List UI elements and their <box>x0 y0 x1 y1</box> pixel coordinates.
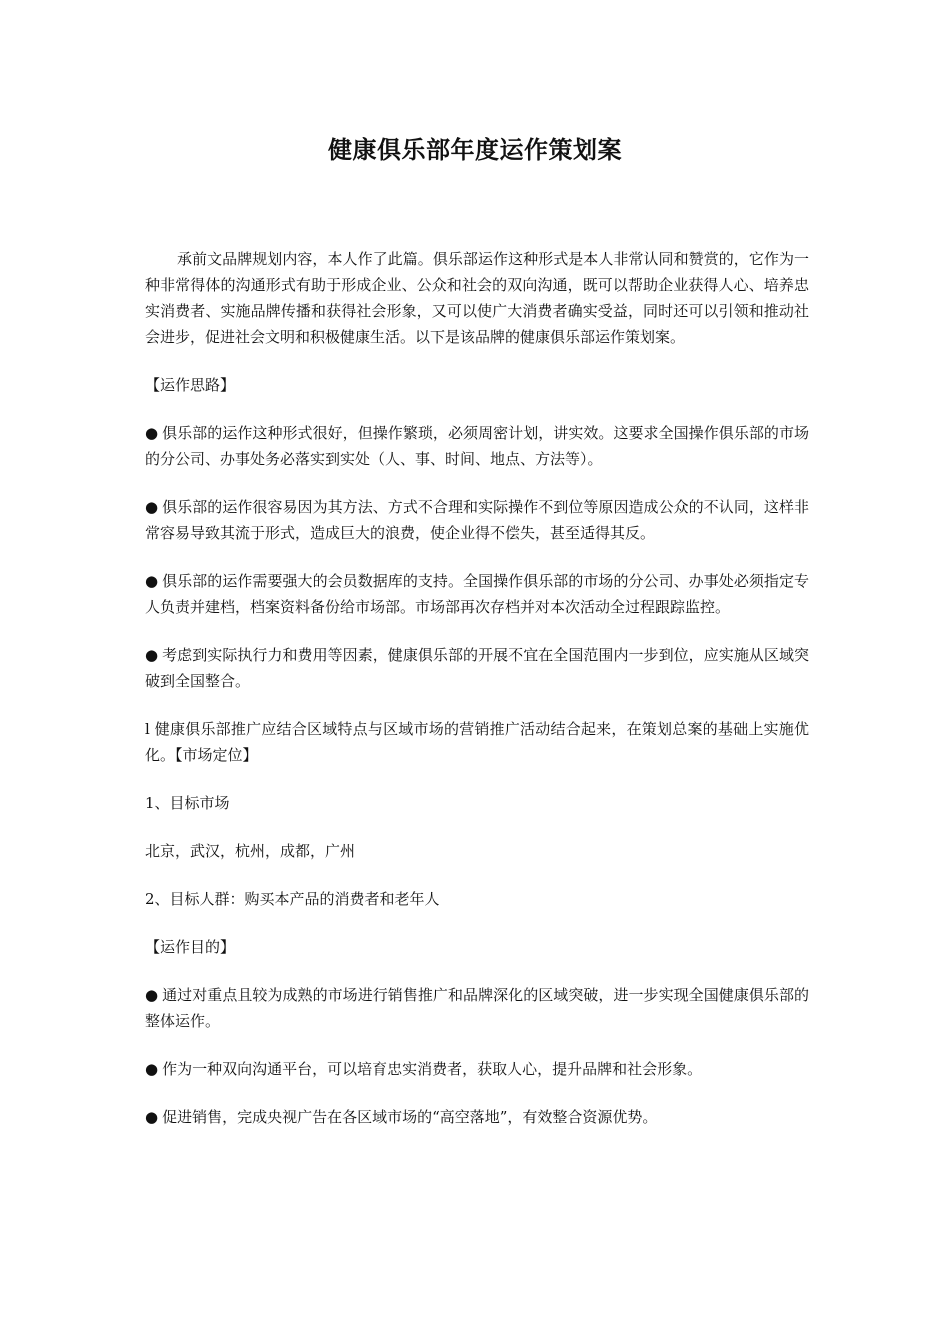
purpose-point-3 <box>145 1104 809 1130</box>
target-market-heading: 1、目标市场 <box>145 794 230 812</box>
document-body <box>145 246 809 1152</box>
purpose-point-text: 通过对重点且较为成熟的市场进行销售推广和品牌深化的区域突破，进一步实现全国健康俱乐部的整体运作。 <box>145 986 809 1030</box>
thinking-point-3 <box>145 568 809 620</box>
bullet-icon: ● <box>145 498 159 516</box>
target-cities: 北京，武汉，杭州，成都，广州 <box>145 842 356 860</box>
bullet-icon: ● <box>145 986 159 1004</box>
section-heading-thinking: 【运作思路】 <box>145 376 236 394</box>
thinking-point-4 <box>145 642 809 694</box>
purpose-point-1 <box>145 982 809 1034</box>
regional-note-paragraph: l 健康俱乐部推广应结合区域特点与区域市场的营销推广活动结合起来，在策划总案的基础上实施优化。【市场定位】 <box>145 720 809 764</box>
thinking-point-text: 俱乐部的运作这种形式很好，但操作繁琐，必须周密计划，讲实效。这要求全国操作俱乐部的市场的分公司、办事处务必落实到实处（人、事、时间、地点、方法等）。 <box>145 424 809 468</box>
purpose-point-text: 促进销售，完成央视广告在各区域市场的“高空落地”，有效整合资源优势。 <box>162 1108 658 1126</box>
thinking-point-text: 俱乐部的运作很容易因为其方法、方式不合理和实际操作不到位等原因造成公众的不认同，这样非常容易导致其流于形式，造成巨大的浪费，使企业得不偿失，甚至适得其反。 <box>145 498 809 542</box>
thinking-point-text: 考虑到实际执行力和费用等因素，健康俱乐部的开展不宜在全国范围内一步到位，应实施从区域突破到全国整合。 <box>145 646 809 690</box>
bullet-icon: ● <box>145 1108 159 1126</box>
thinking-point-2 <box>145 494 809 546</box>
bullet-icon: ● <box>145 646 159 664</box>
section-heading-purpose: 【运作目的】 <box>145 938 236 956</box>
document-title: 健康俱乐部年度运作策划案 <box>328 135 622 164</box>
bullet-icon: ● <box>145 572 159 590</box>
thinking-point-text: 俱乐部的运作需要强大的会员数据库的支持。全国操作俱乐部的市场的分公司、办事处必须指定专人负责并建档，档案资料备份给市场部。市场部再次存档并对本次活动全过程跟踪监控。 <box>145 572 809 616</box>
thinking-point-1 <box>145 420 809 472</box>
purpose-point-text: 作为一种双向沟通平台，可以培育忠实消费者，获取人心，提升品牌和社会形象。 <box>162 1060 703 1078</box>
bullet-icon: ● <box>145 424 159 442</box>
target-people: 2、目标人群：购买本产品的消费者和老年人 <box>145 890 440 908</box>
bullet-icon: ● <box>145 1060 159 1078</box>
intro-paragraph: 承前文品牌规划内容，本人作了此篇。俱乐部运作这种形式是本人非常认同和赞赏的，它作为一种非常得体的沟通形式有助于形成企业、公众和社会的双向沟通，既可以帮助企业获得人心、培养忠实消费者、实施品牌传播和获得社会形象，又可以使广大消费者确实受益，同时还可以引领和推动社会进步，促进社会文明和积极健康生活。以下是该品牌的健康俱乐部运作策划案。 <box>145 250 809 346</box>
purpose-point-2 <box>145 1056 809 1082</box>
